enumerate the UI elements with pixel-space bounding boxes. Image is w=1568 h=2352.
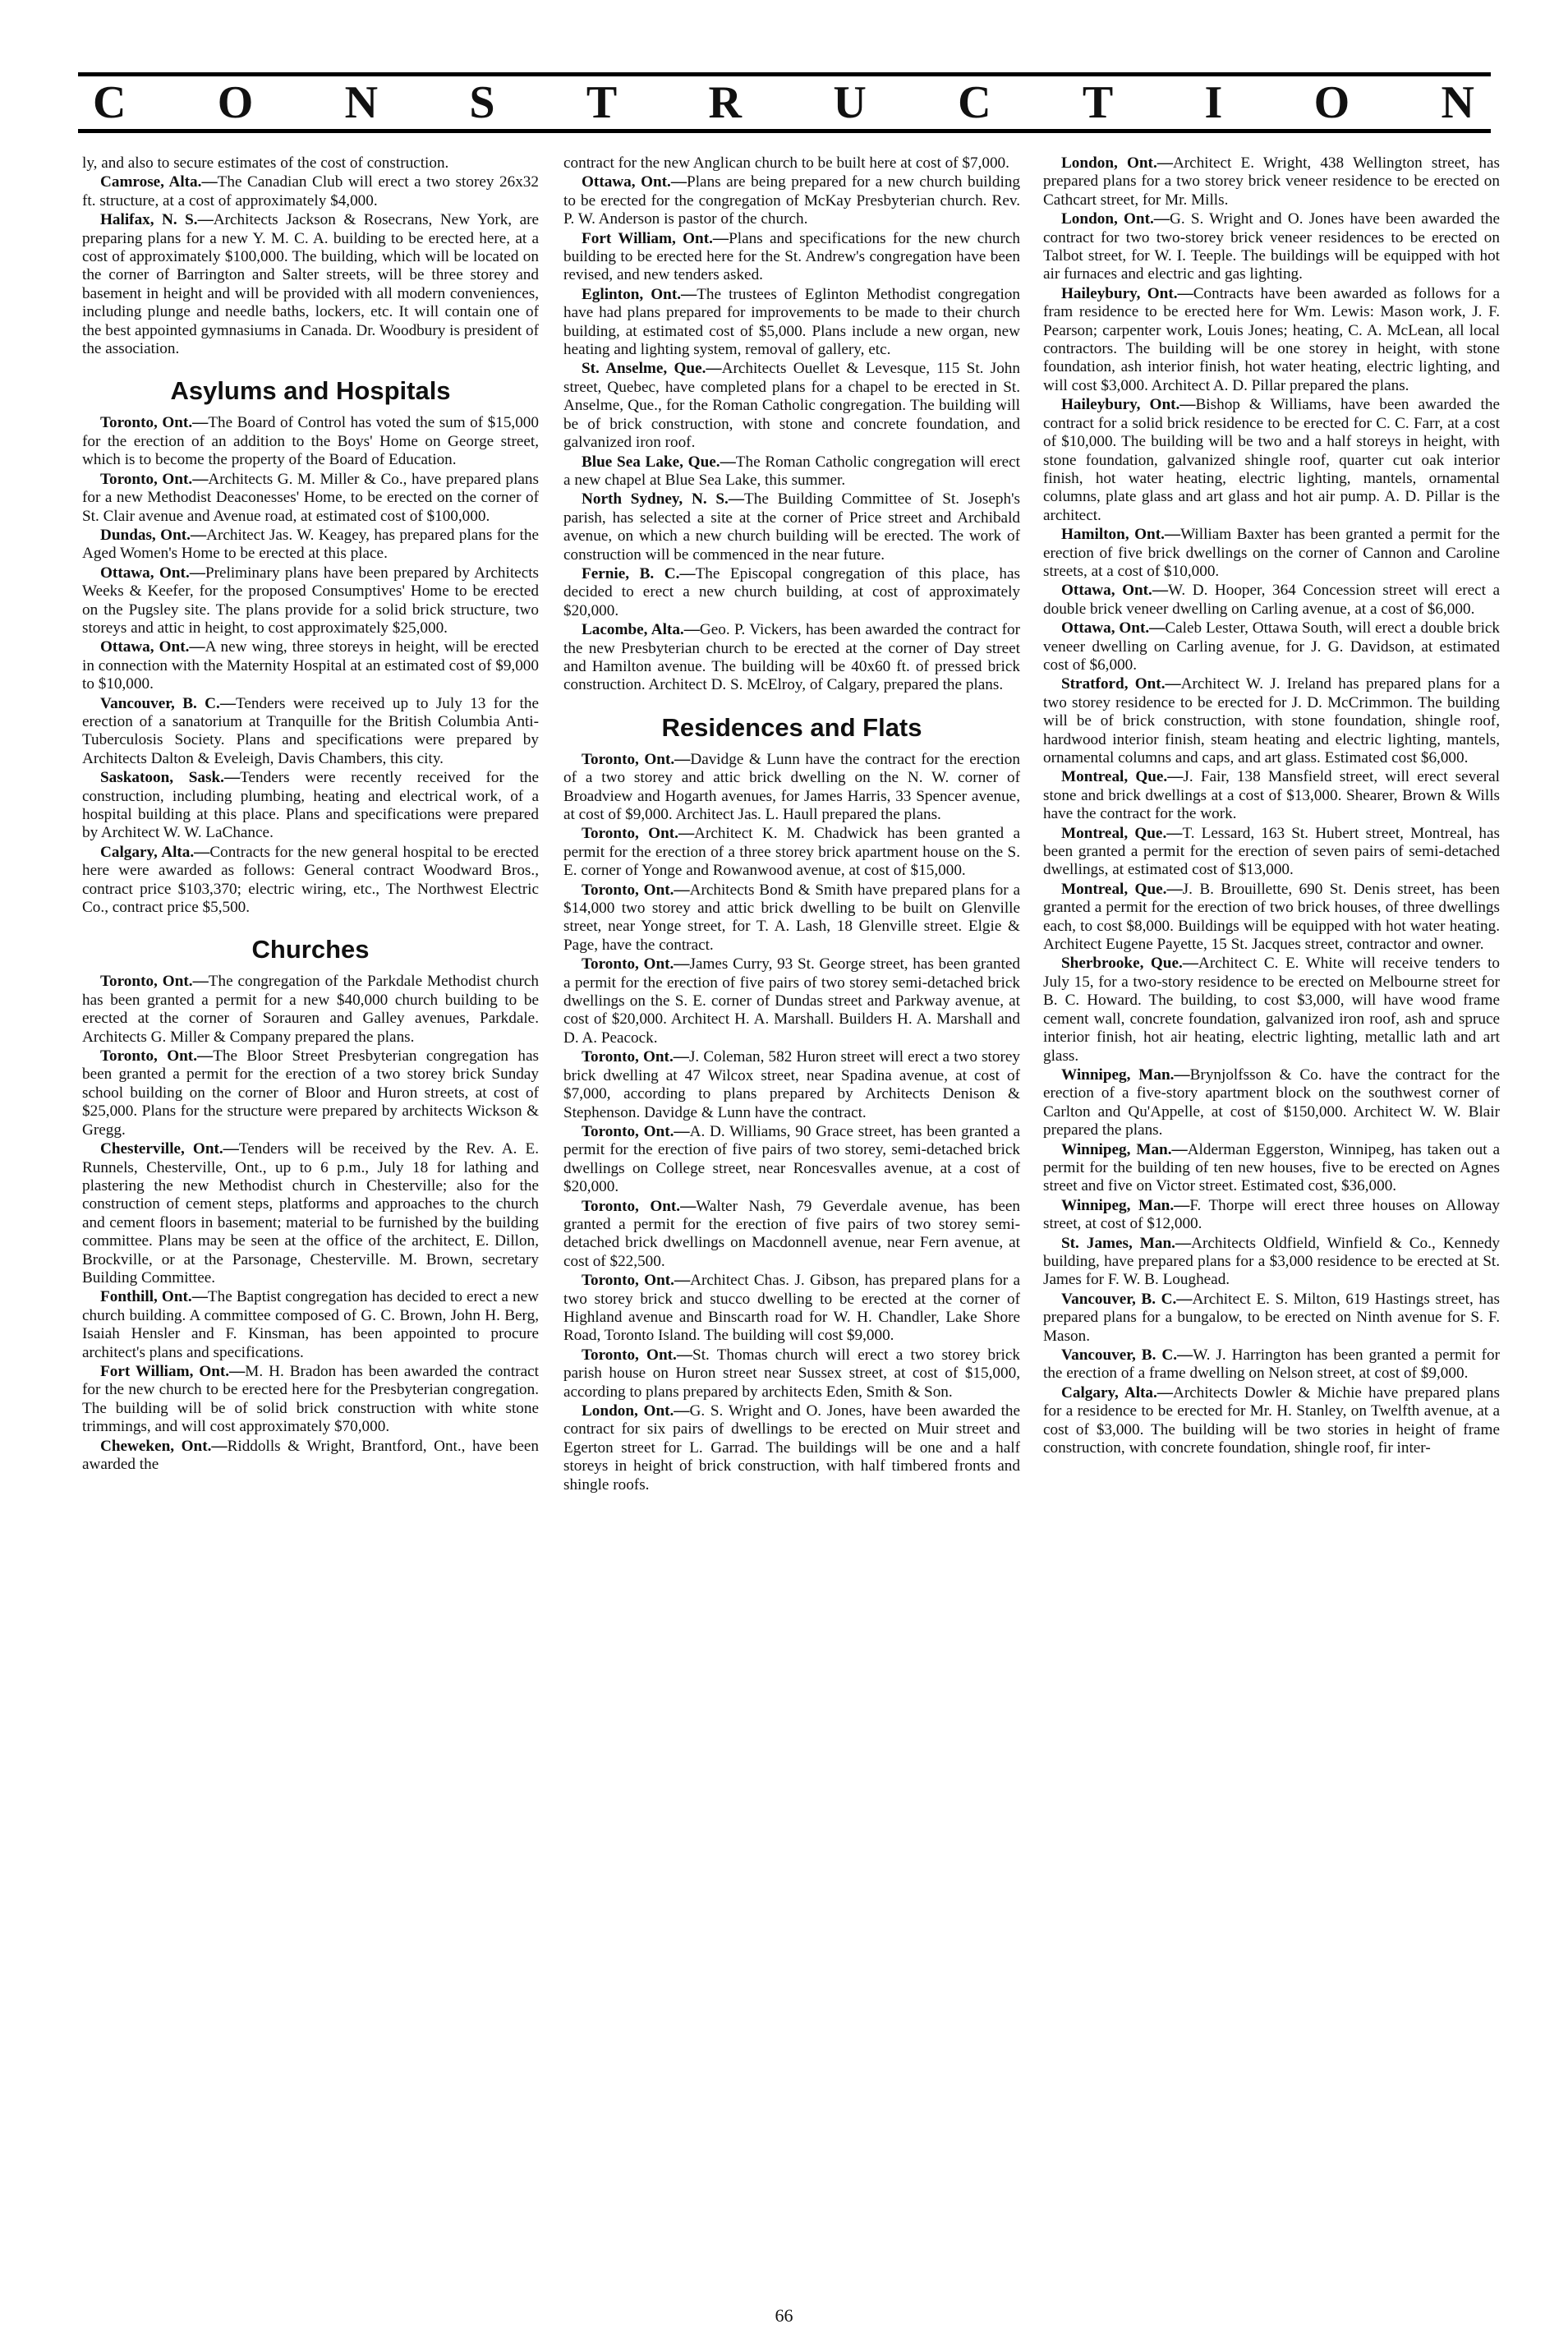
item-text: Architect C. E. White will receive tenders to July 15, for a two-story residence to be erected on Melbourne street for B. C. Howard. The building, to cost $3,000, will have wood frame cement wall, concrete foundation, galvanized iron roof, ash and spruce interior finish, hot air heating, electric lighting, metallic lath and art glass. xyxy=(1043,955,1500,1065)
item-text: Alderman Eggerston, Winnipeg, has taken out a permit for the building of ten new houses, five to be erected on Agnes street and five on Victor street. Estimated cost, $36,000. xyxy=(1043,1140,1500,1195)
item-dateline: Ottawa, Ont.— xyxy=(582,173,687,191)
news-item xyxy=(563,825,1020,880)
news-item xyxy=(82,1140,539,1287)
item-text: The congregation of the Parkdale Methodist church has been granted a permit for a new $40,000 church building to be erected at the corner of Sorauren and Galley avenues, Parkdale. Architects G. Miller & Company prepared the plans. xyxy=(82,973,539,1046)
item-text: The Episcopal congregation of this place, has decided to erect a new church building, at cost of approximately $20,000. xyxy=(563,564,1020,619)
item-text: Architect K. M. Chadwick has been granted a permit for the erection of a three storey brick apartment house on the S. E. corner of Yonge and Rowanwood avenue, at cost of $15,000. xyxy=(563,825,1020,880)
masthead-letter: N xyxy=(344,77,380,128)
item-text: Architects Oldfield, Winfield & Co., Kennedy building, have prepared plans for a $3,000 residence to be erected at St. James for F. W. B. Loughead. xyxy=(1043,1234,1500,1289)
item-dateline: Toronto, Ont.— xyxy=(100,973,209,991)
news-item xyxy=(1043,154,1500,209)
item-text: W. D. Hooper, 364 Concession street will erect a double brick veneer dwelling on Carling avenue, at a cost of $6,000. xyxy=(1043,582,1500,618)
news-item xyxy=(82,471,539,526)
item-dateline: Halifax, N. S.— xyxy=(100,211,214,229)
masthead-letter: N xyxy=(1441,77,1476,128)
item-text: Davidge & Lunn have the contract for the erection of a two storey and attic brick dwelling on the N. W. corner of Broadview and Hogarth avenues, for James Harris, 33 Spencer avenue, at cost of $9,000. Architect Jas. L. Haull prepared the plans. xyxy=(563,750,1020,823)
news-item xyxy=(563,1048,1020,1122)
item-text: Architect E. Wright, 438 Wellington street, has prepared plans for a two storey brick veneer residence to be erected on Cathcart street, for Mr. Mills. xyxy=(1043,154,1500,209)
news-item xyxy=(563,565,1020,620)
item-dateline: Cheweken, Ont.— xyxy=(100,1437,228,1455)
news-item xyxy=(563,453,1020,490)
item-dateline: Winnipeg, Man.— xyxy=(1061,1066,1190,1084)
item-text: J. Coleman, 582 Huron street will erect a two storey brick dwelling at 47 Wilcox street, near Spadina avenue, at cost of $7,000, according to plans prepared by Architects Denison & Stephenson. Davidge & Lunn have the contract. xyxy=(563,1048,1020,1121)
item-dateline: London, Ont.— xyxy=(582,1402,690,1420)
news-item xyxy=(82,564,539,638)
masthead-letter: U xyxy=(833,77,868,128)
news-item xyxy=(82,173,539,210)
item-text: W. J. Harrington has been granted a permit for the erection of a frame dwelling on Nelson street, at cost of $9,000. xyxy=(1043,1346,1500,1383)
news-item xyxy=(82,769,539,843)
column-right xyxy=(1043,154,1500,2253)
news-item xyxy=(1043,1291,1500,1346)
item-text: T. Lessard, 163 St. Hubert street, Montreal, has been granted a permit for the erection of seven pairs of semi-detached dwellings, at estimated cost of $13,000. xyxy=(1043,824,1500,879)
news-item xyxy=(1043,582,1500,619)
item-text: Brynjolfsson & Co. have the contract for the erection of a five-story apartment block on the southwest corner of Carlton and Qu'Appelle, at cost of $150,000. Architect W. W. Blair prepared the plans. xyxy=(1043,1066,1500,1139)
item-dateline: Toronto, Ont.— xyxy=(582,881,690,899)
news-item xyxy=(1043,1141,1500,1196)
news-item xyxy=(82,1363,539,1437)
item-text: Architects Jackson & Rosecrans, New York, are preparing plans for a new Y. M. C. A. building to be erected here, at a cost of approximately $100,000. The building, which will be located on the corner of Barrington and Salter streets, will be three storey and basement in height and will be provided with all modern conveniences, including plunge and needle baths, lockers, etc. It will contain one of the best appointed gymnasiums in Canada. Dr. Woodbury is president of the association. xyxy=(82,211,539,358)
news-item xyxy=(563,1402,1020,1494)
news-item xyxy=(1043,675,1500,767)
news-item xyxy=(1043,396,1500,525)
item-dateline: Haileybury, Ont.— xyxy=(1061,396,1196,414)
item-text: G. S. Wright and O. Jones have been awarded the contract for two two-storey brick veneer residences to be erected on Talbot street, for W. I. Teeple. The buildings will be equipped with hot air furnaces and electric and gas lighting. xyxy=(1043,210,1500,283)
item-dateline: Montreal, Que.— xyxy=(1061,880,1183,898)
item-dateline: Camrose, Alta.— xyxy=(100,173,218,191)
item-dateline: Toronto, Ont.— xyxy=(100,1047,214,1066)
item-text: The Roman Catholic congregation will erect a new chapel at Blue Sea Lake, this summer. xyxy=(563,453,1020,489)
item-text: James Curry, 93 St. George street, has been granted a permit for the erection of five pairs of two storey semi-detached brick dwellings on the S. E. corner of Dundas street and Parkway avenue, at cost of $20,000. Architect H. A. Marshall. Builders H. A. Marshall and D. A. Peacock. xyxy=(563,955,1020,1047)
masthead-letter: O xyxy=(1313,77,1352,128)
news-item xyxy=(1043,768,1500,823)
item-dateline: Toronto, Ont.— xyxy=(582,1272,691,1290)
item-text: A new wing, three storeys in height, will be erected in connection with the Maternity Hospital at an estimated cost of $9,000 to $10,000. xyxy=(82,638,539,693)
item-text: St. Thomas church will erect a two storey brick parish house on Huron street near Sussex street, at cost of $15,000, according to plans prepared by architects Eden, Smith & Son. xyxy=(563,1346,1020,1401)
item-dateline: Winnipeg, Man.— xyxy=(1061,1140,1188,1158)
news-item xyxy=(82,211,539,358)
item-dateline: Calgary, Alta.— xyxy=(100,843,210,861)
item-text: Architect Jas. W. Keagey, has prepared plans for the Aged Women's Home to be erected at this place. xyxy=(82,526,539,563)
item-dateline: Blue Sea Lake, Que.— xyxy=(582,453,736,471)
item-dateline: Haileybury, Ont.— xyxy=(1061,284,1193,302)
news-item xyxy=(82,527,539,564)
item-dateline: Calgary, Alta.— xyxy=(1061,1383,1173,1402)
news-item xyxy=(563,1346,1020,1402)
news-item xyxy=(1043,619,1500,674)
news-item xyxy=(1043,881,1500,955)
item-text: Geo. P. Vickers, has been awarded the contract for the new Presbyterian church to be erected at the corner of Day street and Hamilton avenue. The building will be 40x60 ft. of pressed brick construction. Architect D. S. McElroy, of Calgary, prepared the plans. xyxy=(563,621,1020,694)
item-dateline: Fort William, Ont.— xyxy=(582,229,729,247)
item-text: Architect Chas. J. Gibson, has prepared plans for a two storey brick and stucco dwelling to be erected at the corner of Highland avenue and Binscarth road for W. H. Chandler, Lake Shore Road, Toronto Island. The building will cost $9,000. xyxy=(563,1272,1020,1345)
news-item xyxy=(563,230,1020,285)
item-dateline: Toronto, Ont.— xyxy=(582,955,690,973)
news-item xyxy=(1043,285,1500,395)
item-dateline: Lacombe, Alta.— xyxy=(582,621,700,639)
masthead-letter: I xyxy=(1204,77,1225,128)
news-item xyxy=(1043,210,1500,284)
item-text: Architects Ouellet & Levesque, 115 St. John street, Quebec, have completed plans for a chapel to be erected in St. Anselme, Que., for the Roman Catholic congregation. The building will be of brick construction, with stone and concrete foundation, and galvanized iron roof. xyxy=(563,360,1020,452)
item-text: A. D. Williams, 90 Grace street, has been granted a permit for the erection of five pairs of two storey, semi-detached brick dwellings on College street, near Roncesvalles avenue, at a cost of $20,000. xyxy=(563,1122,1020,1196)
item-dateline: Toronto, Ont.— xyxy=(582,1048,689,1066)
item-text: Tenders were recently received for the construction, including plumbing, heating and electrical work, of a hospital building at this place. Plans and specifications were prepared by Architect W. W. LaChance. xyxy=(82,769,539,842)
item-dateline: Vancouver, B. C.— xyxy=(100,694,237,712)
item-dateline: North Sydney, N. S.— xyxy=(582,490,745,509)
item-text: contract for the new Anglican church to be built here at cost of $7,000. xyxy=(563,154,1009,172)
item-dateline: Toronto, Ont.— xyxy=(100,414,209,432)
masthead-letter: R xyxy=(708,77,743,128)
masthead xyxy=(78,72,1491,133)
item-text: Architect W. J. Ireland has prepared plans for a two storey residence to be erected for J. D. McCrimmon. The building will be of brick construction, with stone foundation, shingle roof, hardwood interior finish, steam heating and electric lighting, mantels, ornamental columns and caps, and art glass. Estimated cost $6,000. xyxy=(1043,675,1500,766)
item-text: The Building Committee of St. Joseph's parish, has selected a site at the corner of Price street and Archibald avenue, on which a new church building will be erected. The work of construction will be commenced in the near future. xyxy=(563,490,1020,564)
masthead-letter: S xyxy=(469,77,497,128)
news-item xyxy=(82,638,539,693)
item-text: Plans are being prepared for a new church building to be erected for the congregation of McKay Presbyterian church. Rev. P. W. Anderson is pastor of the church. xyxy=(563,173,1020,228)
item-text: F. Thorpe will erect three houses on Alloway street, at cost of $12,000. xyxy=(1043,1196,1500,1233)
item-text: Caleb Lester, Ottawa South, will erect a double brick veneer dwelling on Carling avenue, for J. G. Davidson, at estimated cost of $6,000. xyxy=(1043,619,1500,674)
news-item xyxy=(563,955,1020,1047)
item-dateline: Sherbrooke, Que.— xyxy=(1061,955,1198,973)
news-item xyxy=(82,154,539,173)
item-dateline: Chesterville, Ont.— xyxy=(100,1140,239,1158)
item-text: Architect E. S. Milton, 619 Hastings street, has prepared plans for a bungalow, to be erected on Ninth avenue for S. F. Mason. xyxy=(1043,1290,1500,1345)
item-text: The Canadian Club will erect a two storey 26x32 ft. structure, at a cost of approximately $4,000. xyxy=(82,173,539,209)
item-dateline: Toronto, Ont.— xyxy=(582,1346,693,1364)
news-item xyxy=(1043,1197,1500,1234)
news-item xyxy=(82,973,539,1047)
item-dateline: Fort William, Ont.— xyxy=(100,1362,246,1380)
news-item xyxy=(1043,1235,1500,1290)
item-dateline: London, Ont.— xyxy=(1061,210,1170,228)
news-item xyxy=(563,360,1020,452)
column-center xyxy=(563,154,1020,2253)
masthead-letter: C xyxy=(958,77,993,128)
masthead-letter: T xyxy=(1082,77,1115,128)
item-dateline: Ottawa, Ont.— xyxy=(1061,619,1166,637)
news-item xyxy=(1043,1066,1500,1140)
item-dateline: Toronto, Ont.— xyxy=(582,1122,690,1140)
item-text: Contracts have been awarded as follows for a fram residence to be erected here for Wm. Lewis: Mason work, J. F. Pearson; carpenter work, Louis Jones; heating, C. A. McLean, all local contractors. The building will be one storey in height, with stone foundation, ash interior finish, hot water heating, electric lighting, and will cost $3,000. Architect A. D. Pillar prepared the plans. xyxy=(1043,284,1500,394)
item-dateline: Vancouver, B. C.— xyxy=(1061,1290,1193,1308)
item-text: Preliminary plans have been prepared by Architects Weeks & Keefer, for the proposed Consumptives' Home to be erected on the Pugsley site. The plans provide for a solid brick structure, two storeys and attic in height, to cost approximately $25,000. xyxy=(82,564,539,637)
item-text: Tenders will be received by the Rev. A. E. Runnels, Chesterville, Ont., up to 6 p.m., July 18 for lathing and plastering the new Methodist church in Chesterville; also for the construction of cement steps, platforms and approaches to the church and cement floors in basement; material to be furnished by the building committee. Plans may be seen at the office of the architect, E. Dillon, Brockville, or at the Parsonage, Chesterville. M. Brown, secretary Building Committee. xyxy=(82,1140,539,1286)
item-dateline: Dundas, Ont.— xyxy=(100,526,207,544)
item-text: J. Fair, 138 Mansfield street, will erect several stone and brick dwellings at a cost of $13,000. Shearer, Brown & Wills have the contract for the work. xyxy=(1043,768,1500,823)
news-item xyxy=(563,881,1020,955)
section-heading: Churches xyxy=(251,935,370,964)
item-text: Architects G. M. Miller & Co., have prepared plans for a new Methodist Deaconesses' Home, to be erected on the corner of St. Clair avenue and Avenue road, at estimated cost of $100,000. xyxy=(82,470,539,525)
news-item xyxy=(563,286,1020,360)
news-item xyxy=(1043,1384,1500,1458)
item-dateline: Montreal, Que.— xyxy=(1061,768,1184,786)
item-dateline: Vancouver, B. C.— xyxy=(1061,1346,1193,1364)
section-heading: Residences and Flats xyxy=(661,712,922,742)
item-text: Tenders were received up to July 13 for the erection of a sanatorium at Tranquille for the British Columbia Anti-Tuberculosis Society. Plans and specifications were prepared by Architects Dalton & Eveleigh, Davis Chambers, this city. xyxy=(82,694,539,767)
masthead-letter: O xyxy=(217,77,255,128)
item-text: ly, and also to secure estimates of the cost of construction. xyxy=(82,154,449,172)
news-item xyxy=(563,173,1020,228)
item-dateline: Ottawa, Ont.— xyxy=(100,564,205,582)
item-text: The Baptist congregation has decided to erect a new church building. A committee composed of G. C. Brown, John H. Berg, Isaiah Hensler and F. Kinsman, has been appointed to procure architect's plans and specifications. xyxy=(82,1288,539,1361)
item-dateline: Toronto, Ont.— xyxy=(582,825,695,843)
news-item xyxy=(563,1272,1020,1346)
news-item xyxy=(82,844,539,918)
masthead-letter: C xyxy=(93,77,128,128)
item-dateline: Toronto, Ont.— xyxy=(582,1197,697,1215)
page-number: 66 xyxy=(775,2305,793,2326)
news-item xyxy=(563,154,1020,173)
item-text: Architects Dowler & Michie have prepared plans for a residence to be erected for Mr. H. Stanley, on Twelfth avenue, at a cost of $3,000. The building will be two stories in height of frame construction, with concrete foundation, shingle roof, fir inter- xyxy=(1043,1383,1500,1457)
news-item xyxy=(1043,955,1500,1065)
item-text: Riddolls & Wright, Brantford, Ont., have been awarded the xyxy=(82,1437,539,1473)
news-item xyxy=(563,621,1020,695)
news-item xyxy=(563,1123,1020,1197)
item-dateline: Toronto, Ont.— xyxy=(100,470,209,488)
item-dateline: Ottawa, Ont.— xyxy=(1061,582,1169,600)
news-item xyxy=(82,1047,539,1139)
news-item xyxy=(1043,825,1500,880)
item-dateline: Stratford, Ont.— xyxy=(1061,675,1181,693)
item-dateline: London, Ont.— xyxy=(1061,154,1173,172)
item-dateline: Ottawa, Ont.— xyxy=(100,638,205,656)
item-text: M. H. Bradon has been awarded the contract for the new church to be erected here for the Presbyterian congregation. The building will be of solid brick construction with white stone trimmings, and will cost approximately $70,000. xyxy=(82,1362,539,1436)
item-text: The Board of Control has voted the sum of $15,000 for the erection of an addition to the Boys' Home on George street, which is to become the property of the Board of Education. xyxy=(82,414,539,469)
news-item xyxy=(1043,1346,1500,1383)
news-item xyxy=(563,490,1020,564)
news-item xyxy=(563,1198,1020,1272)
item-dateline: Toronto, Ont.— xyxy=(582,750,691,768)
news-item xyxy=(82,414,539,469)
item-text: Bishop & Williams, have been awarded the contract for a solid brick residence to be erected for C. C. Farr, at a cost of $10,000. The building will be two and a half storeys in height, with stone foundation, galvanized shingle roof, quarter cut oak interior finish, hot water heating, electric lighting, mantels, ornamental columns, plate glass and art glass and hot air pump. A. D. Pillar is the architect. xyxy=(1043,396,1500,524)
item-dateline: Fernie, B. C.— xyxy=(582,564,696,582)
item-text: G. S. Wright and O. Jones, have been awarded the contract for six pairs of dwellings to be erected on Muir street and Egerton street for L. Garrad. The buildings will be one and a half storeys in height of brick construction, with half timbered fronts and shingle roofs. xyxy=(563,1402,1020,1494)
item-dateline: Winnipeg, Man.— xyxy=(1061,1196,1190,1214)
item-text: Walter Nash, 79 Geverdale avenue, has been granted a permit for the erection of five pairs of two storey semi-detached brick dwellings on Macdonnell avenue, near Fern avenue, at cost of $22,500. xyxy=(563,1197,1020,1270)
masthead-letter: T xyxy=(586,77,619,128)
news-item xyxy=(82,1438,539,1475)
item-dateline: Saskatoon, Sask.— xyxy=(100,769,241,787)
column-left xyxy=(82,154,539,2253)
news-item xyxy=(1043,526,1500,581)
news-item xyxy=(82,695,539,769)
item-text: Architects Bond & Smith have prepared plans for a $14,000 two storey and attic brick dwelling to be built on Glenville street, near Yonge street, for T. A. Lash, 18 Glenville street. Elgie & Page, have the contract. xyxy=(563,881,1020,954)
news-item xyxy=(563,751,1020,825)
section-heading: Asylums and Hospitals xyxy=(170,376,451,406)
news-item xyxy=(82,1288,539,1362)
item-text: The Bloor Street Presbyterian congregation has been granted a permit for the erection of a two storey brick Sunday school building on the corner of Bloor and Huron streets, at cost of $25,000. Plans for the structure were prepared by architects Wickson & Gregg. xyxy=(82,1047,539,1139)
item-text: Plans and specifications for the new church building to be erected here for the St. Andrew's congregation have been revised, and new tenders asked. xyxy=(563,229,1020,284)
item-dateline: Eglinton, Ont.— xyxy=(582,285,697,303)
item-text: William Baxter has been granted a permit for the erection of five brick dwellings on the corner of Cannon and Caroline streets, at a cost of $10,000. xyxy=(1043,526,1500,580)
item-dateline: St. James, Man.— xyxy=(1061,1234,1192,1252)
item-dateline: Fonthill, Ont.— xyxy=(100,1288,208,1306)
item-dateline: Montreal, Que.— xyxy=(1061,824,1183,842)
item-text: The trustees of Eglinton Methodist congregation have had plans prepared for improvements to be made to their church building, at estimated cost of $5,000. Plans include a new organ, new heating and lighting system, removal of gallery, etc. xyxy=(563,285,1020,359)
item-dateline: St. Anselme, Que.— xyxy=(582,360,722,378)
item-text: Contracts for the new general hospital to be erected here were awarded as follows: General contract Woodward Bros., contract price $103,370; electric wiring, etc., The Northwest Electric Co., contract price $5,500. xyxy=(82,843,539,917)
item-text: J. B. Brouillette, 690 St. Denis street, has been granted a permit for the erection of two brick houses, of three dwellings each, to cost $8,000. Buildings will be equipped with hot water heating. Architect Eugene Payette, 15 St. Jacques street, contractor and owner. xyxy=(1043,880,1500,954)
item-dateline: Hamilton, Ont.— xyxy=(1061,526,1181,544)
